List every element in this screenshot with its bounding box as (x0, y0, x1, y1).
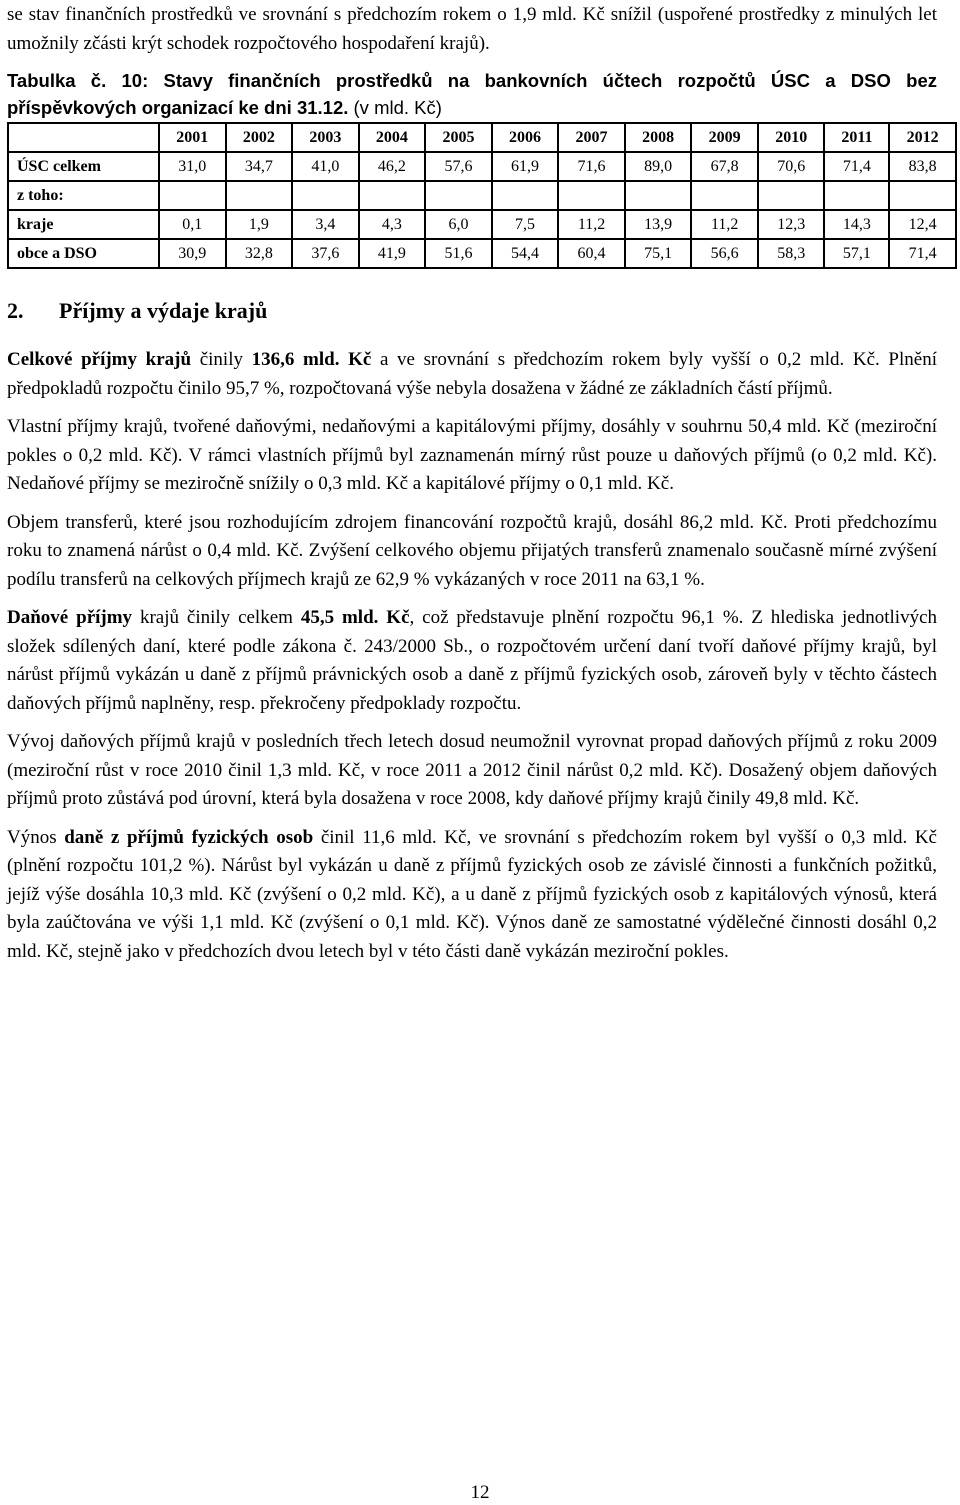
value-cell: 41,0 (292, 152, 359, 181)
value-cell: 3,4 (292, 210, 359, 239)
value-cell: 0,1 (159, 210, 226, 239)
year-header-cell: 2006 (492, 123, 559, 152)
bold-phrase: 136,6 mld. Kč (251, 349, 372, 370)
value-cell: 14,3 (824, 210, 889, 239)
table-row (8, 239, 956, 268)
paragraph-own-revenue: Vlastní příjmy krajů, tvořené daňovými, nedaňovými a kapitálovými příjmy, dosáhly v souhrnu 50,4 mld. Kč (meziroční pokles o 0,2 mld. Kč). V rámci vlastních příjmů byl zaznamenán mírný růst pouze u daňových příjmů (o 0,2 mld. Kč). Nedaňové příjmy se meziročně snížily o 0,3 mld. Kč a kapitálové příjmy o 0,1 mld. Kč. (7, 416, 937, 494)
value-cell: 41,9 (359, 239, 426, 268)
year-header-cell: 2005 (425, 123, 492, 152)
value-cell (425, 181, 492, 210)
paragraph-tax-revenue (7, 604, 937, 718)
value-cell: 32,8 (226, 239, 293, 268)
value-cell: 71,4 (824, 152, 889, 181)
section-title: Příjmy a výdaje krajů (59, 298, 268, 323)
year-header-cell: 2007 (558, 123, 625, 152)
value-cell: 71,4 (889, 239, 956, 268)
value-cell (159, 181, 226, 210)
value-cell (558, 181, 625, 210)
text-run: činil 11,6 mld. Kč, ve srovnání s předchozím rokem byl vyšší o 0,3 mld. Kč (plnění rozpočtu 101,2 %). Nárůst byl vykázán u daně z příjmů fyzických osob ze závislé činnosti a funkčních požitků, jejíž výše dosáhla 10,3 mld. Kč (zvýšení o 0,2 mld. Kč), a u daně z příjmů fyzických osob z kapitálových výnosů, která byla zaúčtována ve výši 1,1 mld. Kč (zvýšení o 0,1 mld. Kč). Výnos daně ze samostatné výdělečné činnosti dosáhl 0,2 mld. Kč, stejně jako v předchozích dvou letech byl v této části daně vykázán meziroční pokles. (7, 826, 937, 962)
value-cell: 71,6 (558, 152, 625, 181)
value-cell (889, 181, 956, 210)
value-cell: 57,6 (425, 152, 492, 181)
document-page (7, 0, 937, 966)
value-cell (359, 181, 426, 210)
funds-table (7, 122, 957, 269)
text-run: a ve srovnání s předchozím rokem byly vyšší o 0,2 mld. Kč. Plnění předpokladů rozpočtu činilo 95,7 %, rozpočtovaná výše nebyla dosažena v žádné ze základních částí příjmů. (7, 349, 937, 399)
value-cell: 70,6 (758, 152, 825, 181)
value-cell: 67,8 (691, 152, 758, 181)
section-number: 2. (7, 298, 24, 323)
year-header-cell: 2004 (359, 123, 426, 152)
paragraph-total-revenue (7, 346, 937, 403)
paragraph-transfers: Objem transferů, které jsou rozhodujícím zdrojem financování rozpočtů krajů, dosáhl 86,2 mld. Kč. Proti předchozímu roku to znamená nárůst o 0,4 mld. Kč. Zvýšení celkového objemu přijatých transferů znamenalo současně mírné zvýšení podílu transferů na celkových příjmech krajů ze 62,9 % vykázaných v roce 2011 na 63,1 %. (7, 511, 937, 590)
value-cell: 56,6 (691, 239, 758, 268)
value-cell: 11,2 (691, 210, 758, 239)
value-cell: 12,3 (758, 210, 825, 239)
row-label-cell: obce a DSO (8, 239, 159, 268)
value-cell: 83,8 (889, 152, 956, 181)
value-cell (625, 181, 692, 210)
row-label-cell: ÚSC celkem (8, 152, 159, 181)
paragraph-personal-income-tax (7, 824, 937, 967)
section-heading (7, 296, 937, 326)
text-run: krajů činily celkem (132, 607, 301, 628)
value-cell: 7,5 (492, 210, 559, 239)
bold-phrase: 45,5 mld. Kč (300, 607, 410, 628)
row-label-cell: kraje (8, 210, 159, 239)
value-cell: 1,9 (226, 210, 293, 239)
bold-phrase: daně z příjmů fyzických osob (64, 826, 314, 848)
value-cell (226, 181, 293, 210)
year-header-cell: 2010 (758, 123, 825, 152)
paragraph-tax-trend: Vývoj daňových příjmů krajů v posledních třech letech dosud neumožnil vyrovnat propad daňových příjmů z roku 2009 (meziroční růst v roce 2010 činil 1,3 mld. Kč, v roce 2011 a 2012 činil nárůst 0,2 mld. Kč). Dosažený objem daňových příjmů proto zůstává pod úrovní, která byla dosažena v roce 2008, kdy daňové příjmy krajů činily 49,8 mld. Kč. (7, 731, 937, 809)
value-cell: 11,2 (558, 210, 625, 239)
table-caption (7, 67, 937, 121)
year-header-cell: 2009 (691, 123, 758, 152)
table-row (8, 181, 956, 210)
year-header-cell: 2003 (292, 123, 359, 152)
value-cell: 13,9 (625, 210, 692, 239)
value-cell: 61,9 (492, 152, 559, 181)
bold-phrase: Daňové příjmy (7, 607, 133, 628)
value-cell: 37,6 (292, 239, 359, 268)
row-label-cell: z toho: (8, 181, 159, 210)
value-cell: 6,0 (425, 210, 492, 239)
table-caption-title: Tabulka č. 10: Stavy finančních prostředků na bankovních účtech rozpočtů ÚSC a DSO bez příspěvkových organizací ke dni 31.12. (7, 70, 937, 118)
text-run: , což představuje plnění rozpočtu 96,1 %. Z hlediska jednotlivých složek sdílených daní, které podle zákona č. 243/2000 Sb., o rozpočtovém určení daní tvoří daňové příjmy krajů, byl nárůst příjmů vykázán u daně z příjmů právnických osob a daně z příjmů fyzických osob, zároveň byly v těchto částech daňových příjmů naplněny, resp. překročeny předpoklady rozpočtu. (7, 607, 937, 714)
funds-table-body (8, 123, 956, 268)
value-cell: 58,3 (758, 239, 825, 268)
value-cell: 60,4 (558, 239, 625, 268)
table-row (8, 152, 956, 181)
year-header-cell: 2011 (824, 123, 889, 152)
bold-phrase: Celkové příjmy krajů (7, 349, 192, 370)
value-cell: 46,2 (359, 152, 426, 181)
value-cell (691, 181, 758, 210)
year-header-cell: 2008 (625, 123, 692, 152)
value-cell: 54,4 (492, 239, 559, 268)
value-cell: 51,6 (425, 239, 492, 268)
table-header-row (8, 123, 956, 152)
value-cell: 57,1 (824, 239, 889, 268)
year-header-cell: 2002 (226, 123, 293, 152)
year-header-cell: 2001 (159, 123, 226, 152)
value-cell (758, 181, 825, 210)
value-cell: 75,1 (625, 239, 692, 268)
value-cell: 31,0 (159, 152, 226, 181)
value-cell: 34,7 (226, 152, 293, 181)
text-run: činily (191, 349, 252, 370)
intro-paragraph: se stav finančních prostředků ve srovnání s předchozím rokem o 1,9 mld. Kč snížil (uspořené prostředky z minulých let umožnily zčásti krýt schodek rozpočtového hospodaření krajů). (7, 4, 937, 54)
value-cell (292, 181, 359, 210)
value-cell (492, 181, 559, 210)
value-cell: 12,4 (889, 210, 956, 239)
value-cell (824, 181, 889, 210)
table-caption-unit: (v mld. Kč) (348, 97, 442, 118)
year-header-cell: 2012 (889, 123, 956, 152)
value-cell: 4,3 (359, 210, 426, 239)
text-run: Výnos (7, 826, 65, 848)
value-cell: 30,9 (159, 239, 226, 268)
table-row (8, 210, 956, 239)
value-cell: 89,0 (625, 152, 692, 181)
page-number: 12 (470, 1482, 490, 1503)
table-corner-cell (8, 123, 159, 152)
